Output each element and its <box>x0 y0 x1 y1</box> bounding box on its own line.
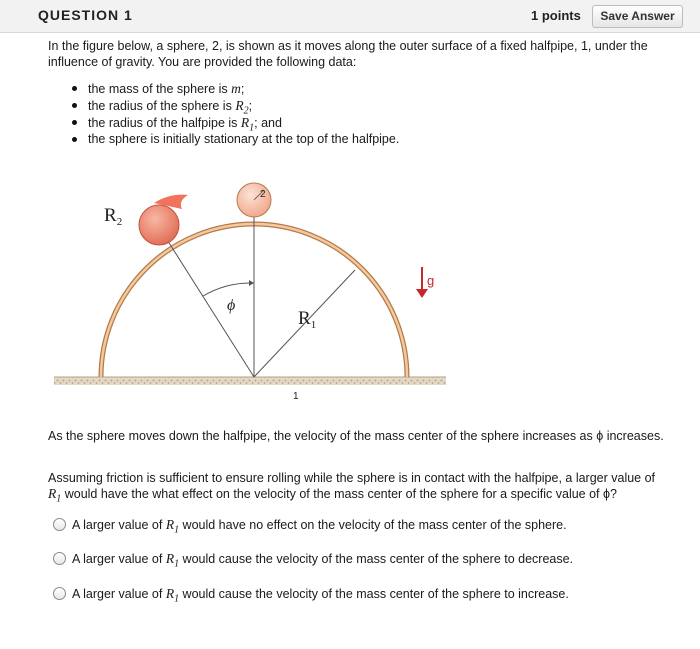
points-label: 1 points <box>531 8 581 23</box>
r1-label: $R_1$ <box>298 308 317 331</box>
halfpipe-figure <box>50 175 450 410</box>
data-item-initial-state: the sphere is initially stationary at the top of the halfpipe. <box>70 131 399 148</box>
halfpipe-number-label: 1 <box>293 391 299 402</box>
given-data-list <box>70 80 399 148</box>
radio-button[interactable] <box>53 518 66 531</box>
observation-paragraph: As the sphere moves down the halfpipe, the velocity of the mass center of the sphere increases as ϕ increases. <box>48 429 664 443</box>
data-item-sphere-radius: the radius of the sphere is $R_2$; <box>70 97 399 114</box>
option-label: A larger value of $R_1$ would have no effect on the velocity of the mass center of the sphere. <box>72 517 567 536</box>
sphere-moving <box>139 205 179 245</box>
question-title: QUESTION 1 <box>38 7 133 23</box>
option-label: A larger value of $R_1$ would cause the velocity of the mass center of the sphere to decrease. <box>72 551 574 570</box>
sphere-radial-line <box>159 227 254 377</box>
option-label: A larger value of $R_1$ would cause the velocity of the mass center of the sphere to increase. <box>72 586 569 605</box>
ground <box>54 377 446 385</box>
data-item-halfpipe-radius: the radius of the halfpipe is $R_1$; and <box>70 114 399 131</box>
radio-button[interactable] <box>53 552 66 565</box>
data-item-mass: the mass of the sphere is m; <box>70 80 399 97</box>
r2-label: $R_2$ <box>104 205 123 228</box>
radio-button[interactable] <box>53 587 66 600</box>
question-paragraph: Assuming friction is sufficient to ensure rolling while the sphere is in contact with the halfpipe, a larger value of $R_1$ would have the what effect on the velocity of the mass center of the sphere for a specific value of ϕ? <box>48 471 656 505</box>
phi-label: ϕ <box>227 297 236 314</box>
sphere-number-label: 2 <box>260 189 266 200</box>
save-answer-button[interactable]: Save Answer <box>592 5 683 28</box>
question-header <box>0 0 700 33</box>
gravity-label: g <box>427 273 435 288</box>
phi-arc <box>203 283 254 296</box>
question-intro: In the figure below, a sphere, 2, is shown as it moves along the outer surface of a fixed halfpipe, 1, under the influence of gravity. You are provided the following data: <box>48 39 648 69</box>
